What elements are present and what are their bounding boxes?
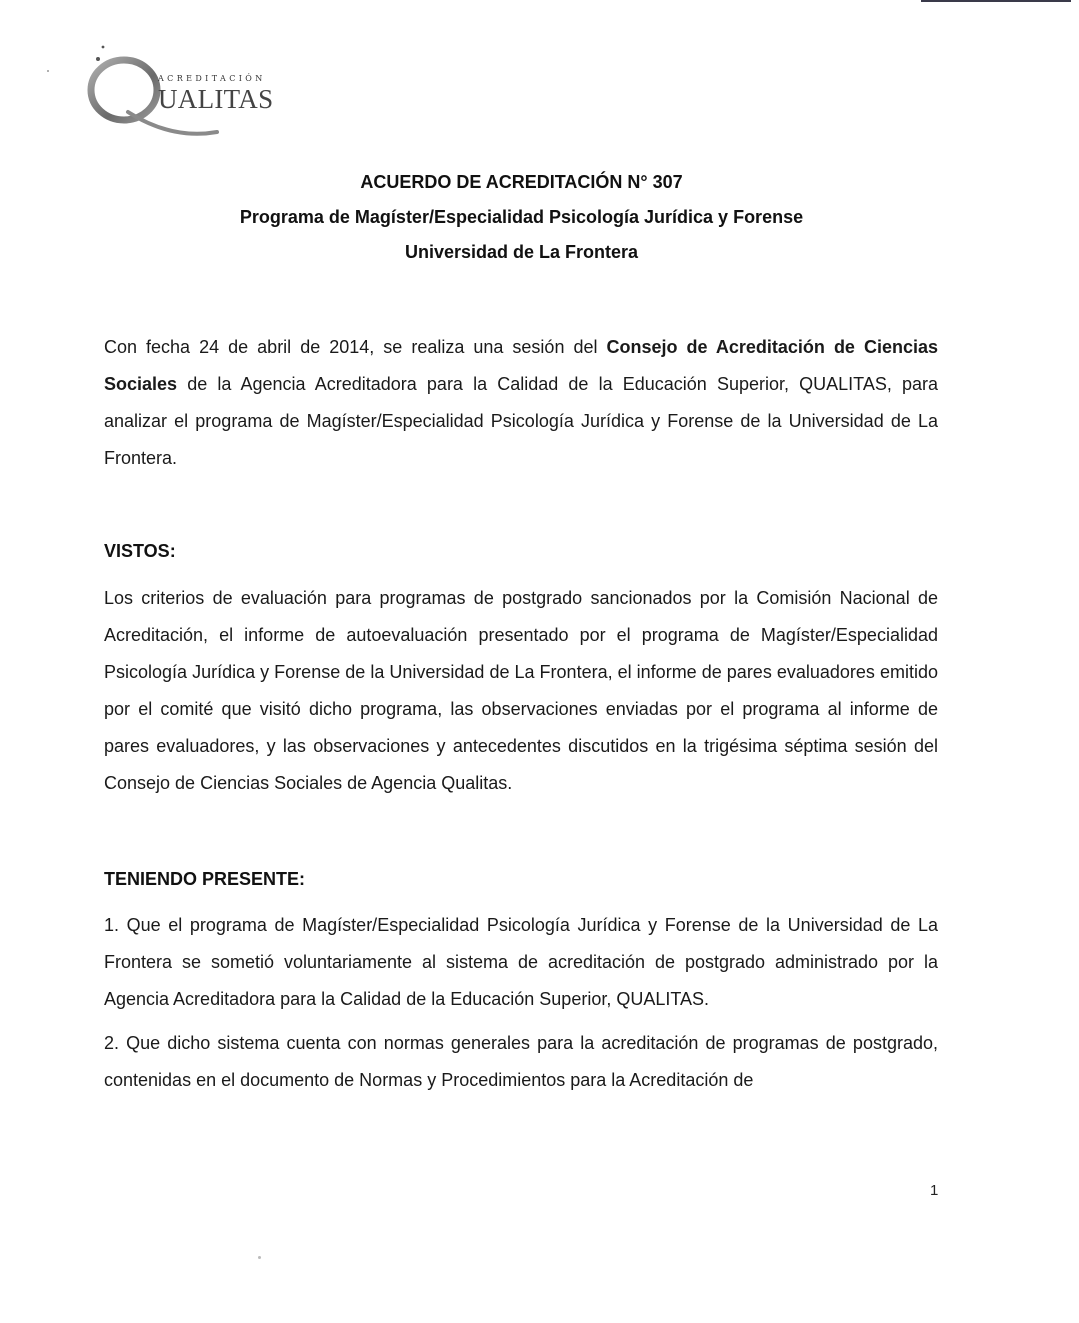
scan-edge-line bbox=[921, 0, 1071, 2]
scan-speck bbox=[258, 1256, 261, 1259]
intro-paragraph bbox=[104, 329, 938, 477]
council-name: Consejo de Acreditación de Ciencias Sociales bbox=[104, 337, 939, 394]
logo-wordmark: UALITAS bbox=[158, 84, 274, 114]
logo-tagline: ACREDITACIÓN bbox=[158, 74, 266, 83]
scan-speck bbox=[47, 70, 49, 72]
list-item: 2. Que dicho sistema cuenta con normas generales para la acreditación de programas de postgrado, contenidas en el documento de Normas y Procedimientos para la Acreditación de bbox=[104, 1033, 938, 1090]
intro-text-1: Con fecha 24 de abril de 2014, se realiza una sesión del bbox=[104, 337, 607, 357]
qualitas-logo bbox=[82, 40, 292, 150]
program-name: Programa de Magíster/Especialidad Psicología Jurídica y Forense bbox=[239, 207, 804, 227]
agreement-title: ACUERDO DE ACREDITACIÓN N° 307 bbox=[360, 172, 683, 192]
intro-text-2: de la Agencia Acreditadora para la Calidad de la Educación Superior, QUALITAS, para analizar el programa de Magíster/Especialidad Psicología Jurídica y Forense de la Universidad de La Frontera. bbox=[104, 374, 938, 468]
page-number: 1 bbox=[930, 1182, 939, 1199]
vistos-heading: VISTOS: bbox=[104, 541, 176, 561]
vistos-paragraph: Los criterios de evaluación para programas de postgrado sancionados por la Comisión Nacional de Acreditación, el informe de autoevaluación presentado por el programa de Magíster/Especialidad Psicología Jurídica y Forense de la Universidad de La Frontera, el informe de pares evaluadores emitido por el comité que visitó dicho programa, las observaciones enviadas por el programa al informe de pares evaluadores, y las observaciones y antecedentes discutidos en la trigésima séptima sesión del Consejo de Ciencias Sociales de Agencia Qualitas. bbox=[104, 588, 938, 793]
list-item: 1. Que el programa de Magíster/Especialidad Psicología Jurídica y Forense de la Universidad de La Frontera se sometió voluntariamente al sistema de acreditación de postgrado administrado por la Agencia Acreditadora para la Calidad de la Educación Superior, QUALITAS. bbox=[104, 915, 938, 1009]
teniendo-presente-heading: TENIENDO PRESENTE: bbox=[104, 869, 306, 889]
university-name: Universidad de La Frontera bbox=[404, 242, 639, 262]
